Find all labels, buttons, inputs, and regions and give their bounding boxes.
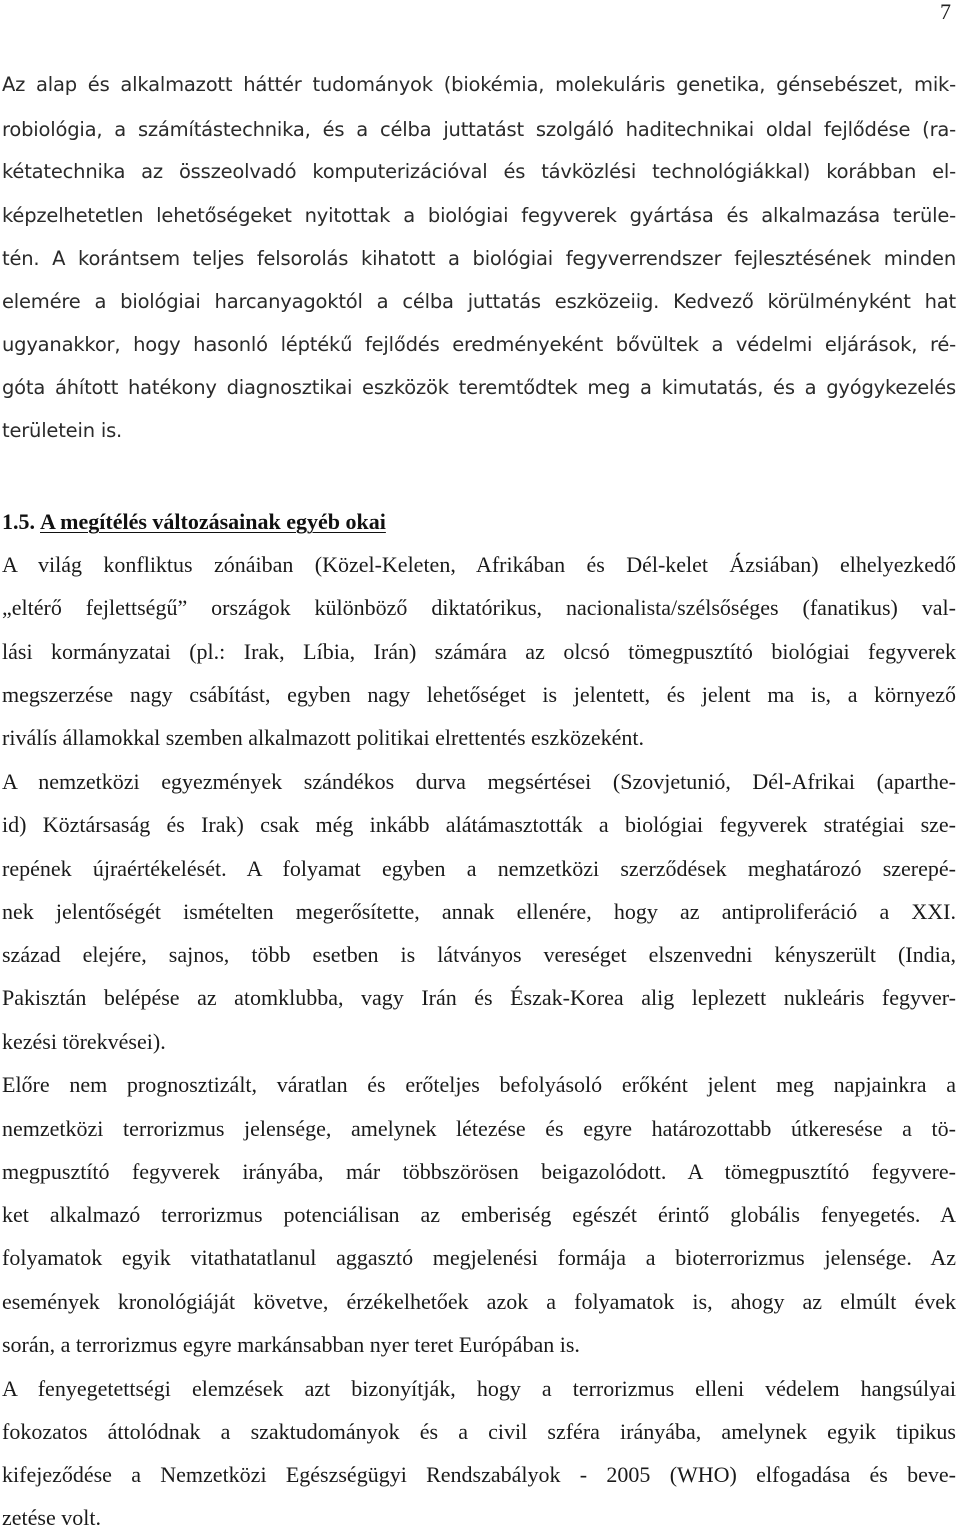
text-line: megpusztító fegyverek irányába, már többszörösen beigazolódott. A tömegpusztító fegyvere- [2, 1159, 956, 1184]
text-line: nemzetközi terrorizmus jelensége, amelynek létezése és egyre határozottabb útkeresése a tö- [2, 1116, 956, 1141]
text-line: fokozatos áttolódnak a szaktudományok és a civil szféra irányába, amelynek egyik tipikus [2, 1419, 956, 1444]
text-line: területein is. [2, 419, 123, 442]
text-line: kezési törekvései). [2, 1029, 166, 1054]
text-line: események kronológiáját követve, érzékelhetőek azok a folyamatok is, ahogy az elmúlt évek [2, 1289, 956, 1314]
text-line: zetése volt. [2, 1505, 101, 1530]
section-heading [2, 507, 386, 537]
text-line: A nemzetközi egyezmények szándékos durva megsértései (Szovjetunió, Dél-Afrikai (aparthe- [2, 769, 956, 794]
text-line: Előre nem prognosztizált, váratlan és erőteljes befolyásoló erőként jelent meg napjainkra a [2, 1072, 956, 1097]
text-line: robiológia, a számítástechnika, és a célba juttatást szolgáló haditechnikai oldal fejlődése (ra- [2, 118, 956, 141]
text-line: repének újraértékelését. A folyamat egyben a nemzetközi szerződések meghatározó szerepé- [2, 856, 956, 881]
text-line: század elejére, sajnos, több esetben is látványos vereséget elszenvedni kényszerült (India, [2, 942, 956, 967]
text-line: id) Köztársaság és Irak) csak még inkább alátámasztották a biológiai fegyverek stratégiai sze- [2, 812, 956, 837]
text-line: góta áhított hatékony diagnosztikai eszközök teremtődtek meg a kimutatás, és a gyógykezelés [2, 376, 956, 399]
text-line: kétatechnika az összeolvadó komputerizációval és távközlési technológiákkal) korábban el- [2, 160, 956, 183]
text-line: folyamatok egyik vitathatatlanul aggasztó megjelenési formája a bioterrorizmus jelensége. Az [2, 1245, 956, 1270]
text-line: tén. A korántsem teljes felsorolás kihatott a biológiai fegyverrendszer fejlesztésének minden [2, 247, 956, 270]
text-line: képzelhetetlen lehetőségeket nyitottak a biológiai fegyverek gyártása és alkalmazása terüle- [2, 204, 956, 227]
text-line: elemére a biológiai harcanyagoktól a célba juttatás eszközeiig. Kedvező körülményként hat [2, 290, 956, 313]
text-line: „eltérő fejlettségű” országok különböző diktatórikus, nacionalista/szélsőséges (fanatikus) val- [2, 595, 956, 620]
text-line: riválís államokkal szemben alkalmazott politikai elrettentés eszközeként. [2, 725, 645, 750]
section-number: 1.5. [2, 509, 35, 534]
text-line: kifejeződése a Nemzetközi Egészségügyi Rendszabályok - 2005 (WHO) elfogadása és beve- [2, 1462, 956, 1487]
text-line: ket alkalmazó terrorizmus potenciálisan az emberiség egészét érintő globális fenyegetés. A [2, 1202, 956, 1227]
text-line: Az alap és alkalmazott háttér tudományok (biokémia, molekuláris genetika, génsebészet, mik- [2, 73, 956, 96]
section-title: A megítélés változásainak egyéb okai [40, 509, 386, 534]
text-line: A fenyegetettségi elemzések azt bizonyítják, hogy a terrorizmus elleni védelem hangsúlyai [2, 1376, 956, 1401]
text-line: lási kormányzatai (pl.: Irak, Líbia, Irán) számára az olcsó tömegpusztító biológiai fegyverek [2, 639, 956, 664]
text-line: ugyanakkor, hogy hasonló léptékű fejlődés eredményeként bővültek a védelmi eljárások, ré- [2, 333, 956, 356]
text-line: A világ konfliktus zónáiban (Közel-Keleten, Afrikában és Dél-kelet Ázsiában) elhelyezkedő [2, 552, 956, 577]
text-line: nek jelentőségét ismételten megerősítette, annak ellenére, hogy az antiproliferáció a XXI. [2, 899, 956, 924]
page-number: 7 [940, 0, 951, 24]
text-line: során, a terrorizmus egyre markánsabban nyer teret Európában is. [2, 1332, 580, 1357]
text-line: Pakisztán belépése az atomklubba, vagy Irán és Észak-Korea alig leplezett nukleáris fegyver- [2, 985, 956, 1010]
text-line: megszerzése nagy csábítást, egyben nagy lehetőséget is jelentett, és jelent ma is, a környező [2, 682, 956, 707]
